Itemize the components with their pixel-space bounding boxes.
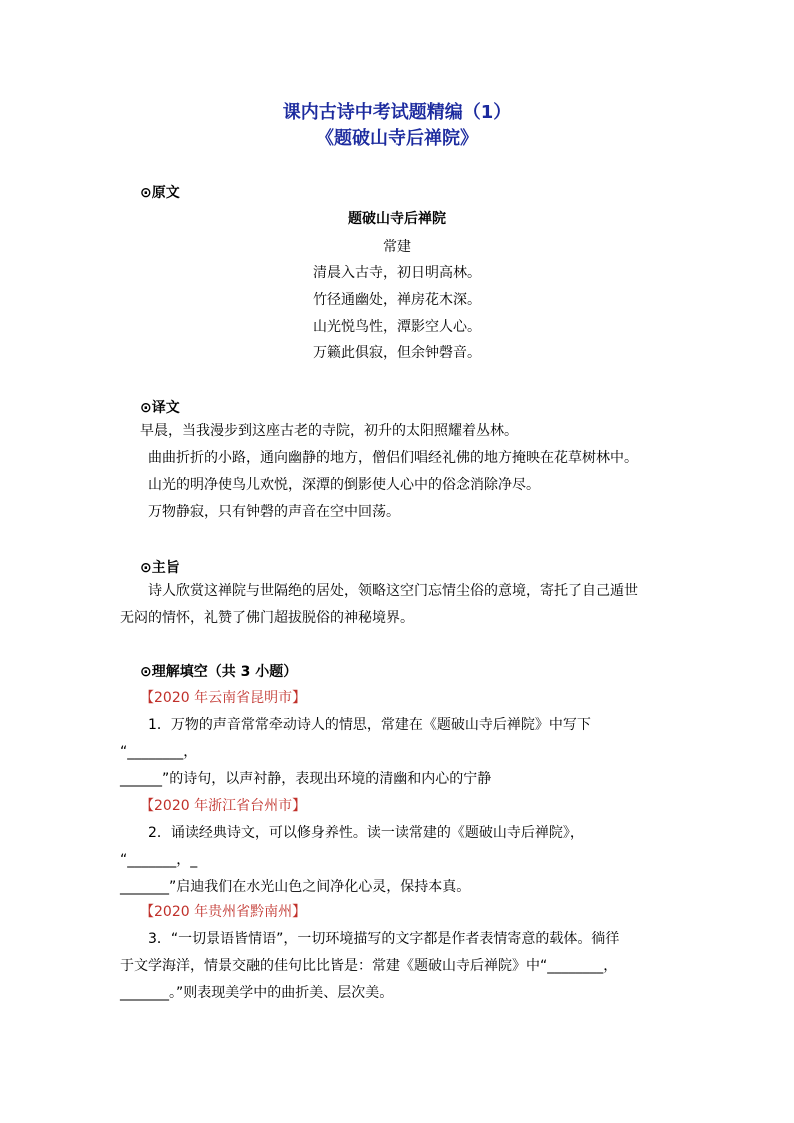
page-subtitle: 《题破山寺后禅院》 [316, 128, 478, 149]
question-blank-line: “_______，_ [120, 852, 198, 868]
question-text: 3．“一切景语皆情语”，一切环境描写的文字都是作者表情寄意的载体。徜徉 [148, 931, 620, 947]
poem-line: 山光悦鸟性，潭影空人心。 [313, 319, 481, 335]
theme-line: 诗人欣赏这禅院与世隔绝的居处，领略这空门忘情尘俗的意境，寄托了自己遁世 [148, 583, 638, 599]
question-source: 【2020 年云南省昆明市】 [140, 690, 307, 706]
translation-line: 山光的明净使鸟儿欢悦，深潭的倒影使人心中的俗念消除净尽。 [148, 477, 540, 493]
poem-line: 万籁此俱寂，但余钟磬音。 [313, 345, 481, 361]
section-heading-questions: ⊙理解填空（共 3 小题） [140, 664, 298, 680]
poem-title: 题破山寺后禅院 [348, 211, 446, 227]
poem-line: 竹径通幽处，禅房花木深。 [313, 292, 481, 308]
question-blank-line: “________， [120, 744, 198, 760]
question-source: 【2020 年浙江省台州市】 [140, 798, 307, 814]
poem-author: 常建 [383, 239, 411, 255]
translation-line: 万物静寂，只有钟磬的声音在空中回荡。 [148, 504, 400, 520]
page-title: 课内古诗中考试题精编（1） [282, 102, 512, 123]
question-text: 2．诵读经典诗文，可以修身养性。读一读常建的《题破山寺后禅院》， [148, 825, 584, 841]
theme-line: 无闷的情怀，礼赞了佛门超拔脱俗的神秘境界。 [120, 610, 414, 626]
translation-line: 曲曲折折的小路，通向幽静的地方，僧侣们唱经礼佛的地方掩映在花草树林中。 [148, 450, 638, 466]
question-blank-line: ______”的诗句，以声衬静，表现出环境的清幽和内心的宁静 [120, 771, 492, 787]
question-text: 于文学海洋，情景交融的佳句比比皆是：常建《题破山寺后禅院》中“________， [120, 958, 618, 974]
question-text: 1．万物的声音常常牵动诗人的情思，常建在《题破山寺后禅院》中写下 [148, 717, 591, 733]
section-heading-original: ⊙原文 [140, 185, 180, 201]
question-blank-line: _______。”则表现美学中的曲折美、层次美。 [120, 985, 394, 1001]
poem-line: 清晨入古寺，初日明高林。 [313, 265, 481, 281]
section-heading-theme: ⊙主旨 [140, 560, 180, 576]
translation-line: 早晨，当我漫步到这座古老的寺院，初升的太阳照耀着丛林。 [140, 423, 518, 439]
question-blank-line: _______”启迪我们在水光山色之间净化心灵，保持本真。 [120, 879, 471, 895]
section-heading-translation: ⊙译文 [140, 400, 180, 416]
question-source: 【2020 年贵州省黔南州】 [140, 904, 307, 920]
